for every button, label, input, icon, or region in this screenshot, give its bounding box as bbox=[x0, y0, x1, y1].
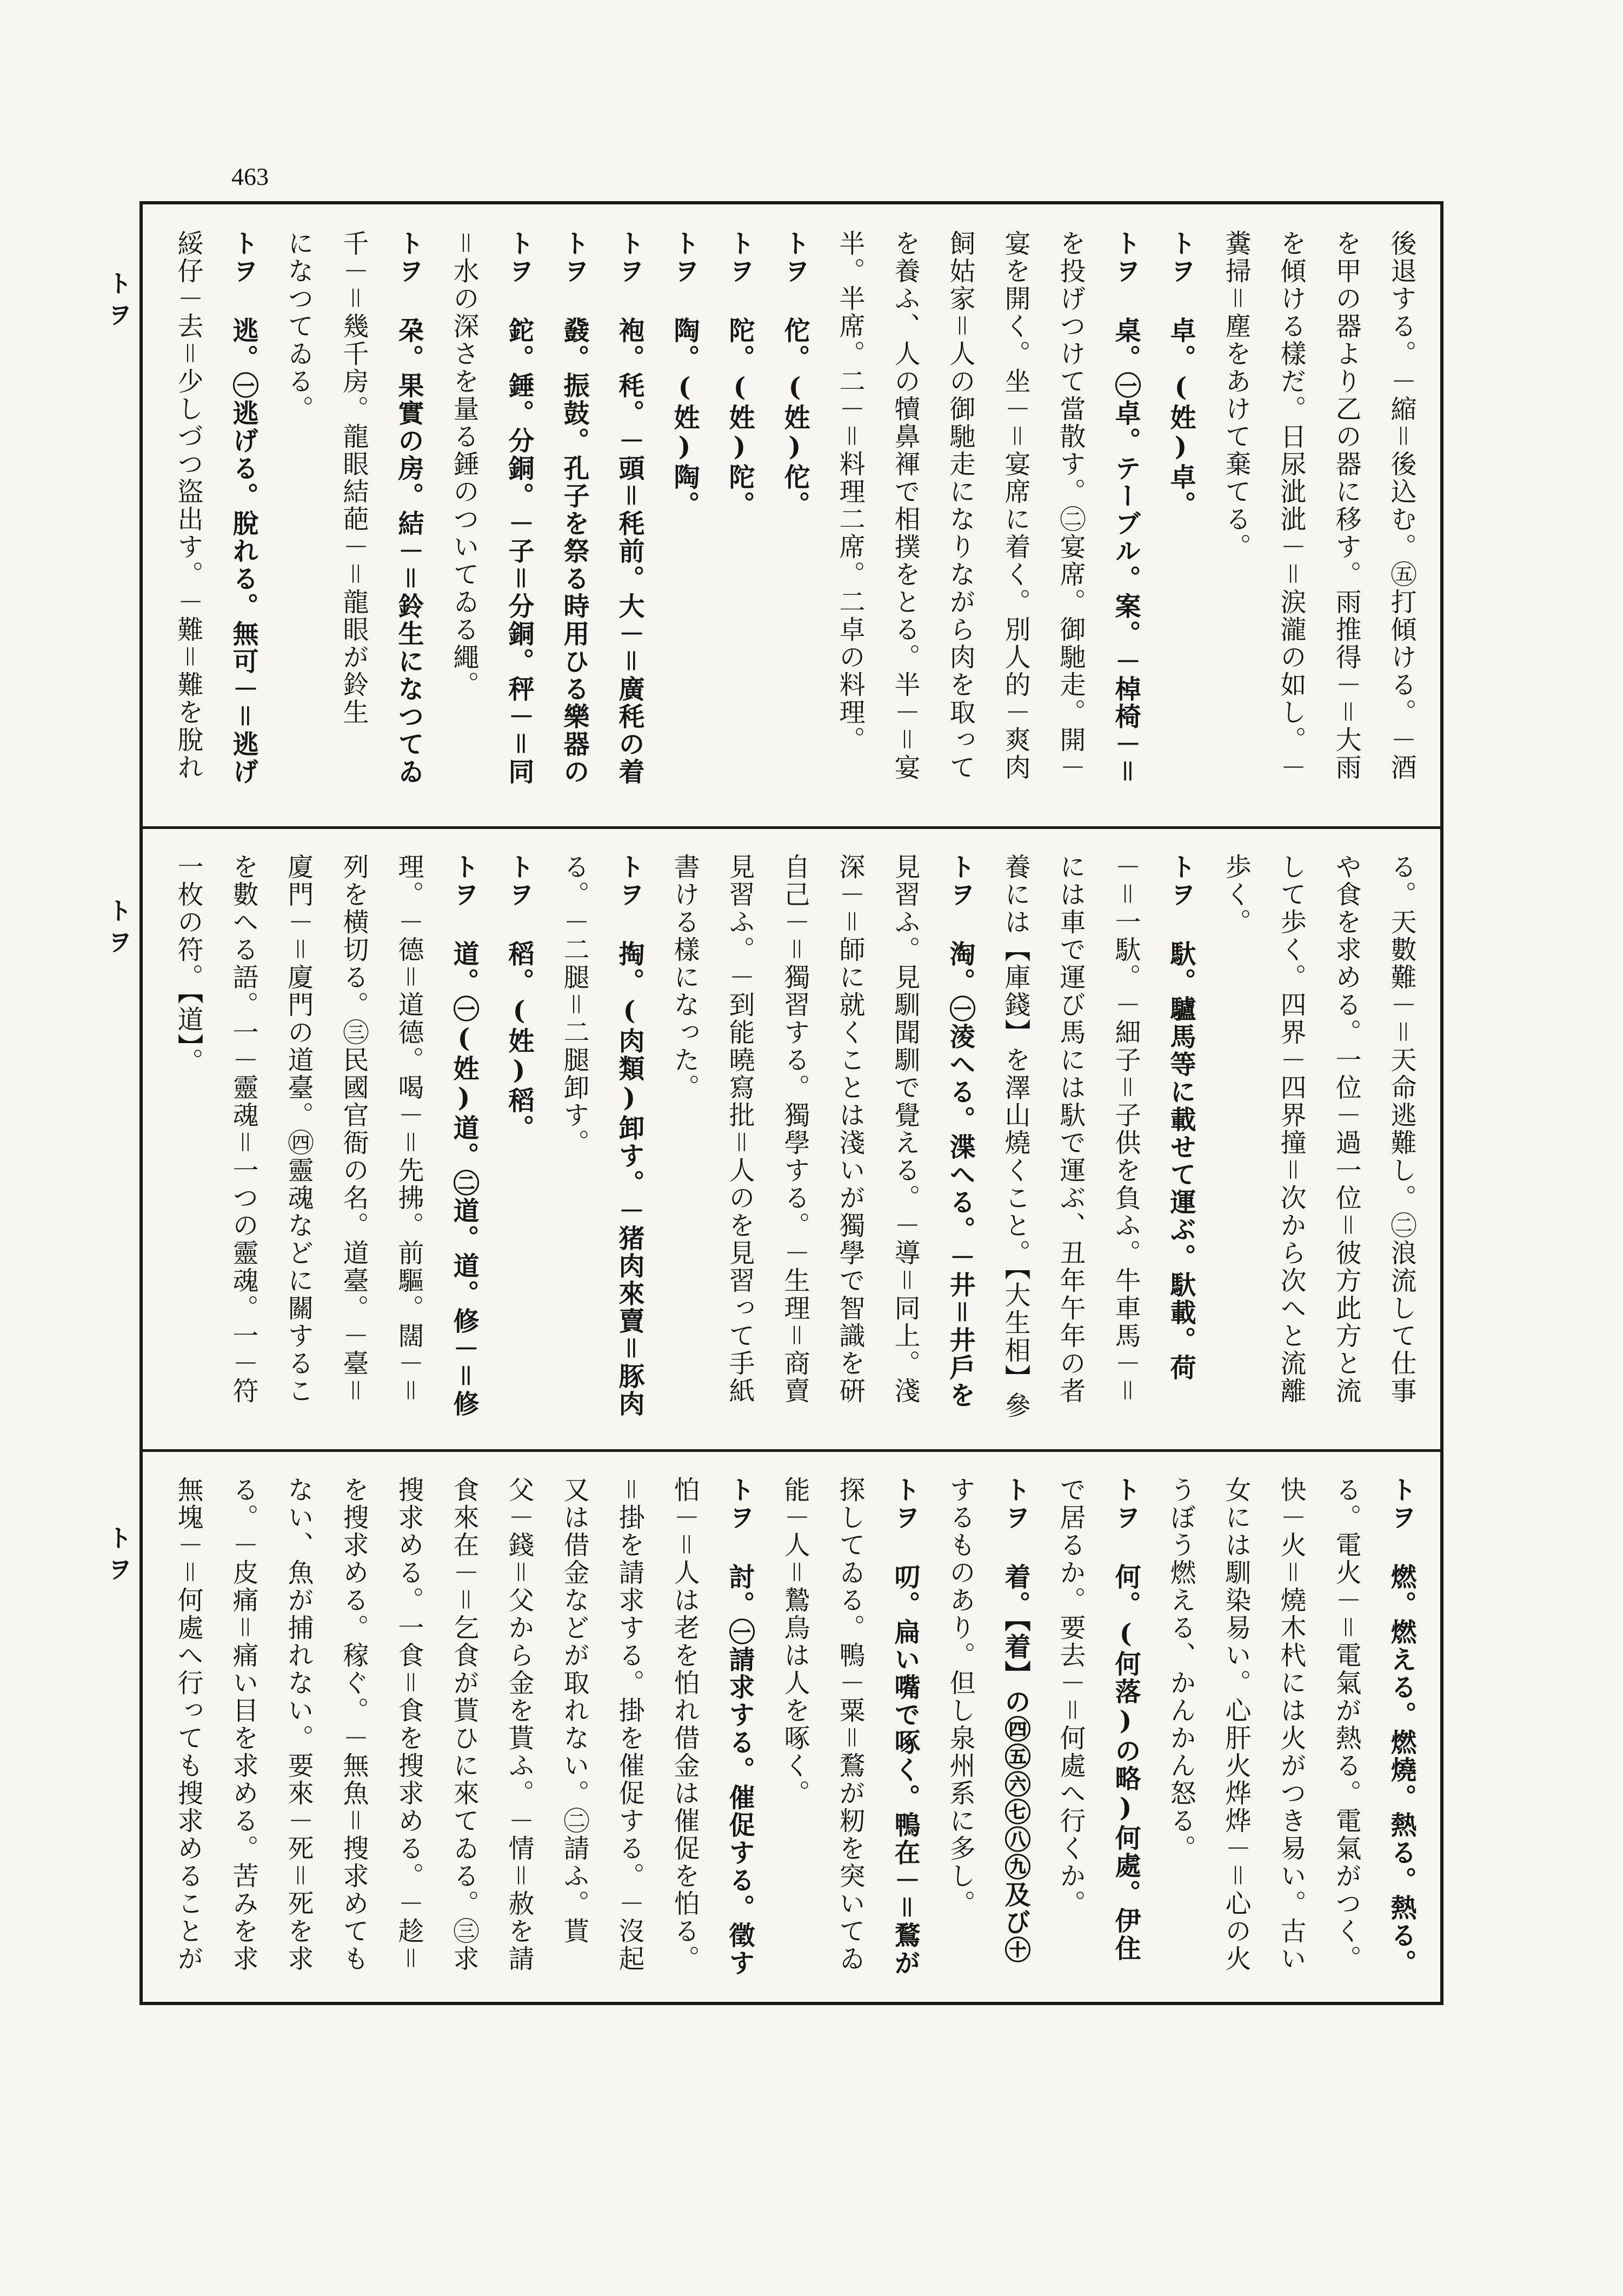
text-column: ＝掛を請求する。掛を催促する。－沒起 bbox=[614, 1476, 644, 1973]
text-column: る。電火－＝電氣が熱る。電氣がつく。 bbox=[1331, 1476, 1361, 1973]
band-bottom bbox=[145, 1455, 1438, 2002]
text-column: で居るか。要去－＝何處へ行くか。 bbox=[1055, 1476, 1086, 1917]
text-column: を甲の器より乙の器に移す。雨推得－＝大雨 bbox=[1331, 230, 1361, 781]
text-column: を投げつけて當散す。㊁宴席。御馳走。開－ bbox=[1055, 230, 1086, 781]
text-column: を傾ける樣だ。日尿泚泚－＝涙瀧の如し。－ bbox=[1276, 230, 1306, 781]
text-column: トヲ 討。㊀請求する。催促する。徵す bbox=[724, 1476, 755, 1977]
text-column: 搜求める。一食＝食を搜求める。－趁＝ bbox=[394, 1476, 424, 1973]
text-column: 綏仔－去＝少しづつ盜出す。－難＝難を脫れ bbox=[173, 230, 203, 781]
margin-label-middle: トヲ bbox=[104, 898, 133, 960]
text-column: トヲ 佗。(姓)佗。 bbox=[780, 230, 810, 519]
text-column: 列を横切る。㊂民國官衙の名。道臺。－臺＝ bbox=[338, 853, 369, 1405]
page-number: 463 bbox=[231, 163, 269, 190]
text-column: る。天數難－＝天命逃難し。㊁浪流して仕事 bbox=[1386, 853, 1416, 1405]
text-column: 宴を開く。坐－＝宴席に着く。別人的－爽肉 bbox=[1000, 230, 1030, 781]
text-column: するものあり。但し泉州系に多し。 bbox=[945, 1476, 975, 1917]
text-column: トヲ 卓。(姓)卓。 bbox=[1166, 230, 1196, 519]
text-column: 書ける樣になった。 bbox=[669, 853, 700, 1101]
text-column: る。－二腿＝二腿卸す。 bbox=[559, 853, 589, 1157]
text-column: 廈門－＝廈門の道臺。㊃靈魂などに關するこ bbox=[283, 853, 314, 1405]
text-column: 快－火＝燒木杙には火がつき易い。古い bbox=[1276, 1476, 1306, 1973]
text-column: ＝水の深さを量る錘のついてゐる繩。 bbox=[449, 230, 479, 699]
band-divider-1 bbox=[139, 826, 1444, 829]
text-column: を養ふ、人の犢鼻褌で相撲をとる。半－＝宴 bbox=[890, 230, 920, 781]
band-middle bbox=[145, 832, 1438, 1446]
text-column: 無塊－＝何處へ行っても搜求めることが bbox=[173, 1476, 203, 1973]
text-column: トヲ 燃。燃える。燃燒。熱る。熱る。 bbox=[1386, 1476, 1416, 1977]
margin-label-top: トヲ bbox=[104, 270, 133, 333]
text-column: 見習ふ。－到能曉寫批＝人のを見習って手紙 bbox=[724, 853, 755, 1405]
text-column: トヲ 道。㊀(姓)道。㊁道。道。修－＝修 bbox=[449, 853, 479, 1418]
text-column: 探してゐる。鴨－粟＝鶩が籾を突いてゐ bbox=[835, 1476, 865, 1973]
text-column: 歩く。 bbox=[1221, 853, 1251, 936]
text-column: になつてゐる。 bbox=[283, 230, 314, 423]
text-column: トヲ 鼗。振鼓。孔子を祭る時用ひる樂器の bbox=[559, 230, 589, 786]
text-column: 自己－＝獨習する。獨學する。－生理＝商賣 bbox=[780, 853, 810, 1405]
text-column: を搜求める。稼ぐ。－無魚＝搜求めても bbox=[338, 1476, 369, 1973]
text-column: 飼姑家＝人の御馳走になりながら肉を取って bbox=[945, 230, 975, 781]
text-column: 怕－＝人は老を怕れ借金は催促を怕る。 bbox=[669, 1476, 700, 1973]
margin-label-bottom: トヲ bbox=[104, 1525, 133, 1588]
text-column: る。－皮痛＝痛い目を求める。苦みを求 bbox=[228, 1476, 258, 1973]
text-column: トヲ 逃。㊀逃げる。脫れる。無可－＝逃げ bbox=[228, 230, 258, 786]
text-column: トヲ 陶。(姓)陶。 bbox=[669, 230, 700, 519]
text-column: トヲ 掏。(肉類)卸す。－猪肉來賣＝豚肉 bbox=[614, 853, 644, 1418]
text-column: トヲ 着。【着】の㊃㊄㊅㊆㊇㊈及び㊉ bbox=[1000, 1476, 1030, 1964]
text-column: 後退する。－縮＝後込む。㊄打傾ける。－酒 bbox=[1386, 230, 1416, 781]
text-column: 深－＝師に就くことは淺いが獨學で智識を硏 bbox=[835, 853, 865, 1405]
text-column: 糞掃＝塵をあけて棄てる。 bbox=[1221, 230, 1251, 561]
text-column: 又は借金などが取れない。㊁請ふ。貰 bbox=[559, 1476, 589, 1945]
text-column: トヲ 何。(何落)の略)何處。伊住 bbox=[1110, 1476, 1141, 1962]
text-column: 見習ふ。見馴聞馴で覺える。－導＝同上。淺 bbox=[890, 853, 920, 1405]
band-divider-2 bbox=[139, 1449, 1444, 1452]
text-column: トヲ 馱。驢馬等に載せて運ぶ。馱載。荷 bbox=[1166, 853, 1196, 1382]
text-column: や食を求める。一位－過一位＝彼方此方と流 bbox=[1331, 853, 1361, 1405]
text-column: 半。半席。二－＝料理二席。二卓の料理。 bbox=[835, 230, 865, 754]
text-column: には車で運び馬には馱で運ぶ、丑年午年の者 bbox=[1055, 853, 1086, 1405]
text-column: 父－錢＝父から金を貰ふ。－情＝赦を請 bbox=[504, 1476, 534, 1973]
text-column: 食來在－＝乞食が貰ひに來てゐる。㊂求 bbox=[449, 1476, 479, 1973]
text-column: トヲ 袍。秏。－頭＝秏前。大－＝廣秏の着 bbox=[614, 230, 644, 786]
text-column: うぼう燃える、かんかん怒る。 bbox=[1166, 1476, 1196, 1862]
band-top bbox=[145, 208, 1438, 824]
text-column: ない、魚が捕れない。要來－死＝死を求 bbox=[283, 1476, 314, 1973]
text-column: トヲ 朶。果實の房。結－＝鈴生になつてゐ bbox=[394, 230, 424, 786]
text-column: トヲ 稻。(姓)稻。 bbox=[504, 853, 534, 1142]
text-column: 女には馴染易い。心肝火烨烨－＝心の火 bbox=[1221, 1476, 1251, 1973]
text-column: －＝一馱。－細子＝子供を負ふ。牛車馬－＝ bbox=[1110, 853, 1141, 1405]
text-column: 養には【庫錢】を澤山燒くこと。【大生相】參 bbox=[1000, 853, 1030, 1419]
text-column: トヲ 陀。(姓)陀。 bbox=[724, 230, 755, 519]
text-column: トヲ 叨。扁い嘴で啄く。鴨在－＝鶩が bbox=[890, 1476, 920, 1977]
text-column: 能－人＝鷙鳥は人を啄く。 bbox=[780, 1476, 810, 1807]
text-column: トヲ 鉈。錘。分銅。－子＝分銅。秤－＝同 bbox=[504, 230, 534, 786]
text-column: 一枚の符。【道】。 bbox=[173, 853, 203, 1076]
text-column: 千－＝幾千房。龍眼結葩－＝龍眼が鈴生 bbox=[338, 230, 369, 726]
text-column: トヲ 淘。㊀淩へる。渫へる。－井＝井戶を bbox=[945, 853, 975, 1409]
text-column: トヲ 桌。㊀卓。テーブル。案。－棹椅－＝ bbox=[1110, 230, 1141, 786]
text-column: 理。－德＝道德。喝－＝先拂。前驅。闊－＝ bbox=[394, 853, 424, 1405]
text-column: を數へる語。一－靈魂＝一つの靈魂。一－符 bbox=[228, 853, 258, 1405]
text-column: して歩く。四界－四界撞＝次から次へと流離 bbox=[1276, 853, 1306, 1405]
